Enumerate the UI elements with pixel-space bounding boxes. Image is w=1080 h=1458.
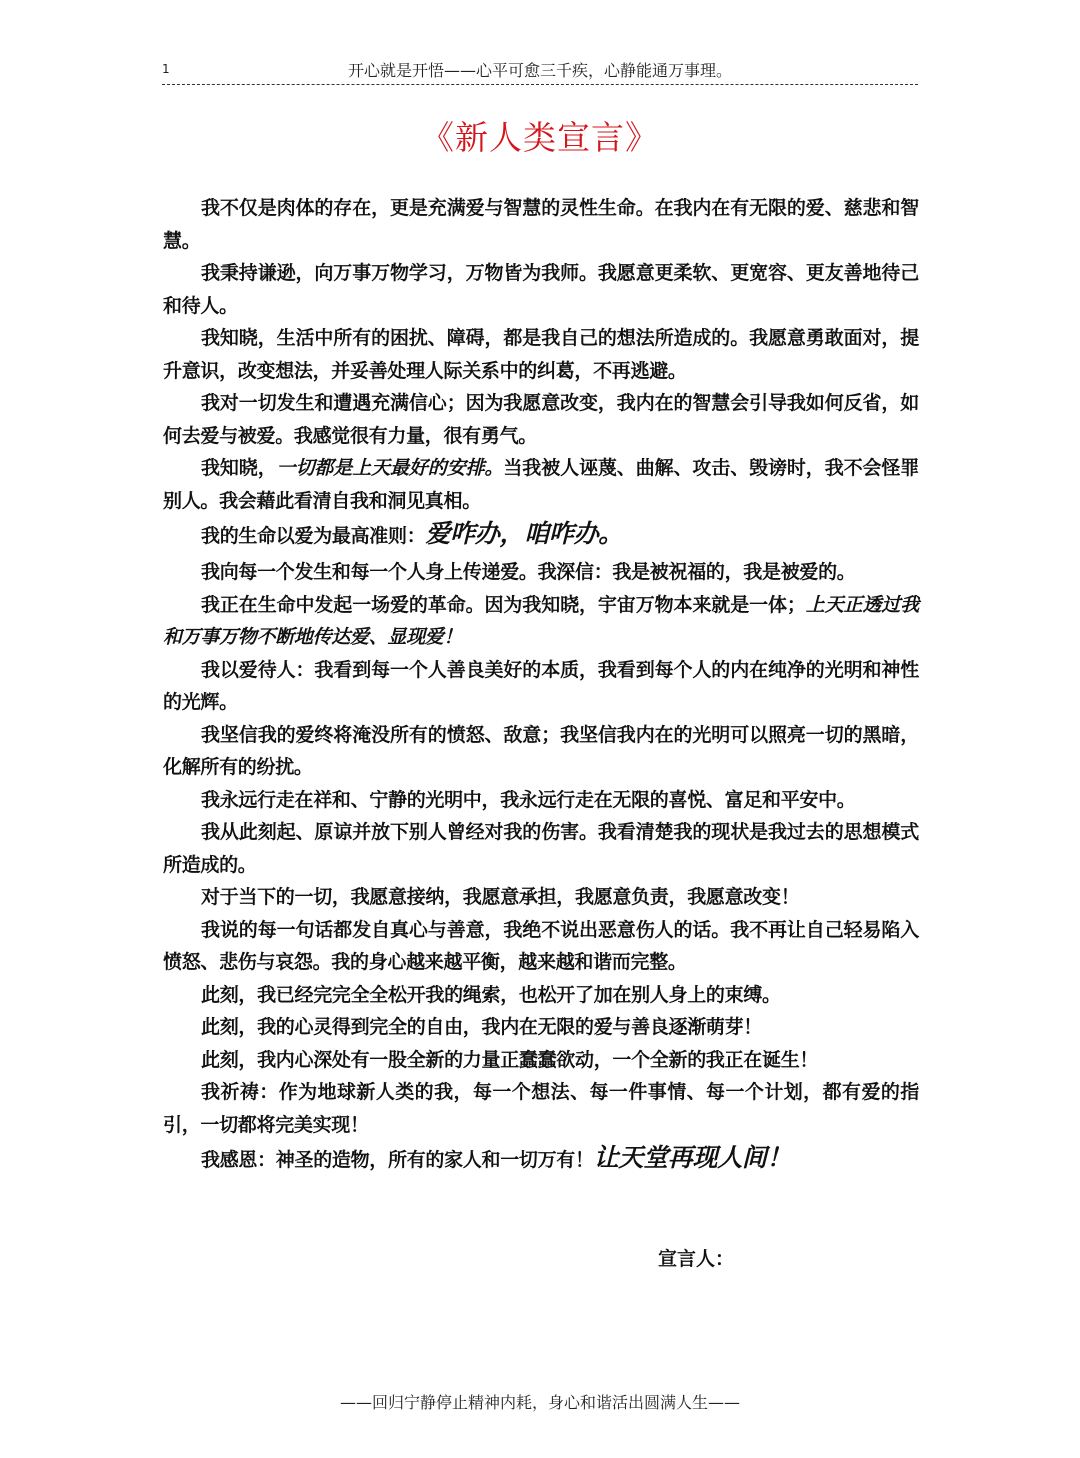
paragraph: 我知晓，生活中所有的困扰、障碍，都是我自己的想法所造成的。我愿意勇敢面对，提升意识，改变想法，并妥善处理人际关系中的纠葛，不再逃避。 bbox=[163, 327, 919, 382]
paragraph bbox=[163, 452, 919, 517]
paragraph bbox=[163, 514, 919, 556]
running-header: 开心就是开悟——心平可愈三千疾，心静能通万事理。 bbox=[347, 61, 732, 80]
paragraph-text: 我的生命以爱为最高准则： bbox=[201, 525, 426, 547]
document-title: 《新人类宣言》 bbox=[421, 118, 659, 157]
paragraph bbox=[163, 589, 919, 654]
emphasis-text: 让天堂再现人间！ bbox=[593, 1143, 792, 1172]
signer-label: 宣言人： bbox=[658, 1248, 735, 1270]
paragraph: 我秉持谦逊，向万事万物学习，万物皆为我师。我愿意更柔软、更宽容、更友善地待己和待人。 bbox=[163, 262, 919, 317]
paragraph: 我永远行走在祥和、宁静的光明中，我永远行走在无限的喜悦、富足和平安中。 bbox=[201, 788, 856, 811]
paragraph: 我从此刻起、原谅并放下别人曾经对我的伤害。我看清楚我的现状是我过去的思想模式所造成的。 bbox=[163, 821, 919, 876]
paragraph: 我祈祷：作为地球新人类的我，每一个想法、每一件事情、每一个计划，都有爱的指引，一切都将完美实现！ bbox=[163, 1081, 919, 1136]
header-divider bbox=[162, 84, 918, 85]
paragraph: 此刻，我内心深处有一股全新的力量正蠢蠢欲动，一个全新的我正在诞生！ bbox=[201, 1048, 819, 1071]
emphasis-text: 上天正透过我和万事万物不断地传达爱、显现爱！ bbox=[163, 593, 920, 648]
paragraph-text: 当我被人诬蔑、曲解、攻击、毁谤时，我不会怪罪别人。我会藉此看清自我和洞见真相。 bbox=[163, 457, 919, 512]
paragraph: 我坚信我的爱终将淹没所有的愤怒、敌意；我坚信我内在的光明可以照亮一切的黑暗，化解所有的纷扰。 bbox=[163, 723, 919, 778]
paragraph: 我不仅是肉体的存在，更是充满爱与智慧的灵性生命。在我内在有无限的爱、慈悲和智慧。 bbox=[163, 197, 919, 252]
paragraph: 我说的每一句话都发自真心与善意，我绝不说出恶意伤人的话。我不再让自己轻易陷入愤怒、悲伤与哀怨。我的身心越来越平衡，越来越和谐而完整。 bbox=[163, 918, 919, 973]
running-footer: ——回归宁静停止精神内耗，身心和谐活出圆满人生—— bbox=[339, 1393, 740, 1412]
emphasis-text: 一切都是上天最好的安排。 bbox=[276, 457, 504, 479]
paragraph: 我对一切发生和遭遇充满信心；因为我愿意改变，我内在的智慧会引导我如何反省，如何去爱与被爱。我感觉很有力量，很有勇气。 bbox=[163, 392, 919, 447]
paragraph bbox=[163, 1138, 919, 1180]
paragraph-text: 我知晓， bbox=[201, 457, 277, 479]
paragraph: 此刻，我已经完完全全松开我的绳索，也松开了加在别人身上的束缚。 bbox=[201, 983, 781, 1006]
paragraph: 此刻，我的心灵得到完全的自由，我内在无限的爱与善良逐渐萌芽！ bbox=[201, 1016, 763, 1038]
paragraph-text: 我正在生命中发起一场爱的革命。因为我知晓，宇宙万物本来就是一体； bbox=[201, 593, 806, 616]
paragraph: 我以爱待人：我看到每一个人善良美好的本质，我看到每个人的内在纯净的光明和神性的光辉。 bbox=[163, 658, 919, 713]
paragraph-text: 我感恩：神圣的造物，所有的家人和一切万有！ bbox=[201, 1149, 594, 1171]
declaration-body bbox=[163, 192, 919, 1180]
page-number: 1 bbox=[162, 62, 170, 76]
emphasis-text: 爱咋办，咱咋办。 bbox=[425, 519, 624, 548]
paragraph: 对于当下的一切，我愿意接纳，我愿意承担，我愿意负责，我愿意改变！ bbox=[201, 886, 800, 908]
paragraph: 我向每一个发生和每一个人身上传递爱。我深信：我是被祝福的，我是被爱的。 bbox=[201, 561, 856, 583]
